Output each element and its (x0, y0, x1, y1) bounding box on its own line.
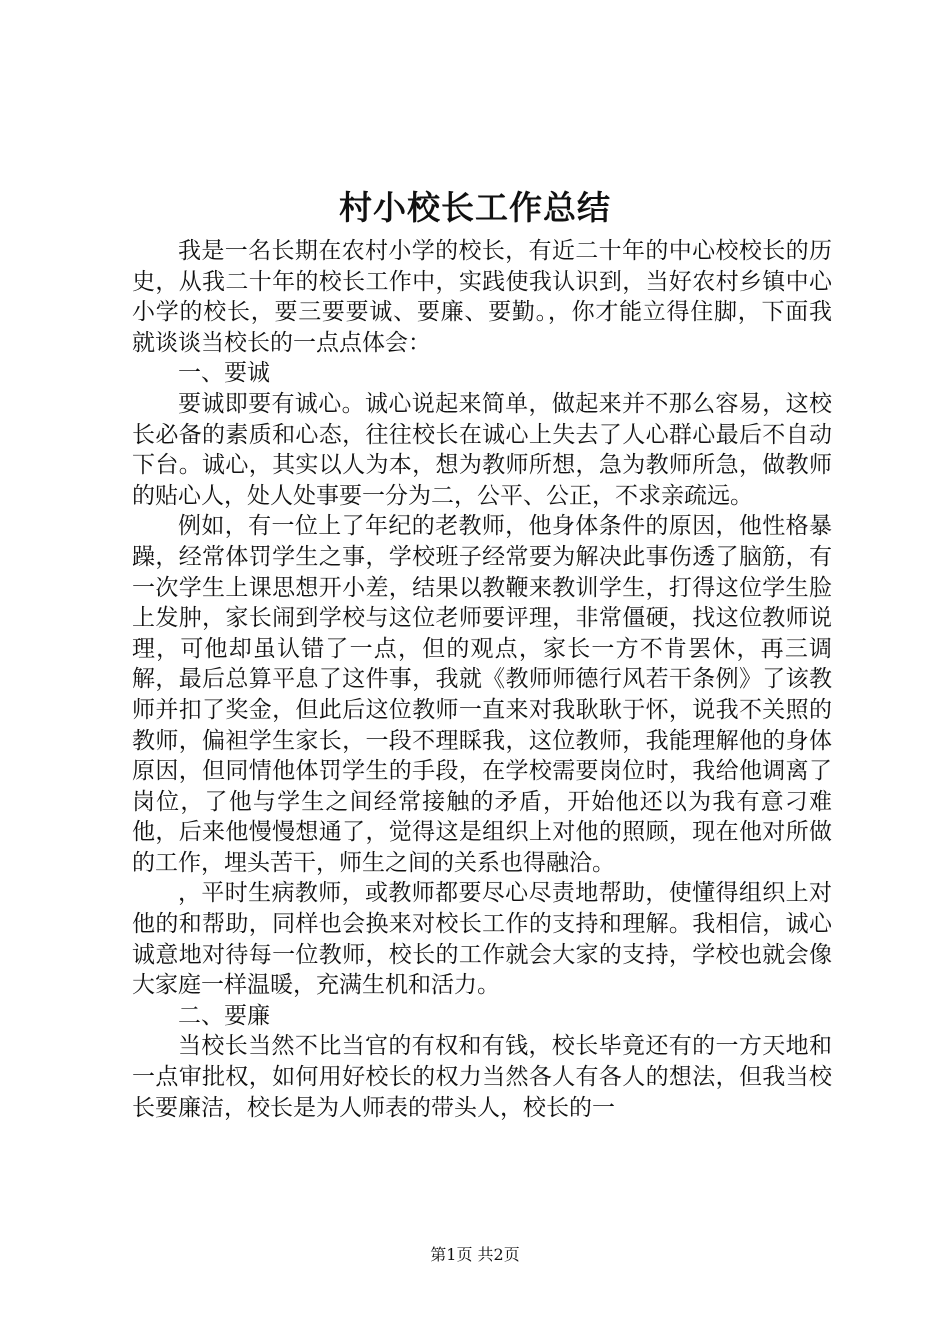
paragraph-example: 例如，有一位上了年纪的老教师，他身体条件的原因，他性格暴躁，经常体罚学生之事，学校班子经常要为解决此事伤透了脑筋，有一次学生上课思想开小差，结果以教鞭来教训学生，打得这位学生脸上发肿，家长闹到学校与这位老师要评理，非常僵硬，找这位教师说理，可他却虽认错了一点，但的观点，家长一方不肯罢休，再三调解，最后总算平息了这件事，我就《教师师德行风若干条例》了该教师并扣了奖金，但此后这位教师一直来对我耿耿于怀，说我不关照的教师，偏袒学生家长，一段不理睬我，这位教师，我能理解他的身体原因，但同情他体罚学生的手段，在学校需要岗位时，我给他调离了岗位，了他与学生之间经常接触的矛盾，开始他还以为我有意刁难他，后来他慢慢想通了，觉得这是组织上对他的照顾，现在他对所做的工作，埋头苦干，师生之间的关系也得融洽。 (132, 513, 832, 876)
section-heading-2: 二、要廉 (178, 1002, 270, 1029)
paragraph-sincerity: 要诚即要有诚心。诚心说起来简单，做起来并不那么容易，这校长必备的素质和心态，往往校长在诚心上失去了人心群心最后不自动下台。诚心，其实以人为本，想为教师所想，急为教师所急，做教师的贴心人，处人处事要一分为二，公平、公正，不求亲疏远。 (132, 390, 832, 509)
document-title: 村小校长工作总结 (339, 188, 611, 227)
document-body (132, 236, 832, 1123)
page-number-footer: 第1页 共2页 (430, 1245, 520, 1264)
paragraph-intro: 我是一名长期在农村小学的校长，有近二十年的中心校校长的历史，从我二十年的校长工作中，实践使我认识到，当好农村乡镇中心小学的校长，要三要要诚、要廉、要勤。，你才能立得住脚，下面我就谈谈当校长的一点点体会： (132, 238, 832, 356)
paragraph-care: ，平时生病教师，或教师都要尽心尽责地帮助，使懂得组织上对他的和帮助，同样也会换来对校长工作的支持和理解。我相信，诚心诚意地对待每一位教师，校长的工作就会大家的支持，学校也就会像大家庭一样温暖，充满生机和活力。 (132, 880, 832, 999)
paragraph-integrity: 当校长当然不比当官的有权和有钱，校长毕竟还有的一方天地和一点审批权，如何用好校长的权力当然各人有各人的想法，但我当校长要廉洁，校长是为人师表的带头人，校长的一 (132, 1033, 832, 1121)
section-heading-1: 一、要诚 (178, 360, 270, 387)
